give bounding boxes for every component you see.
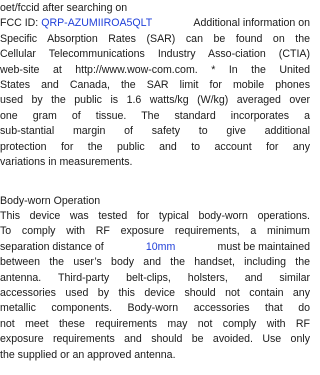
fcc-id-line — [0, 16, 310, 32]
fcc-id-label: FCC ID: — [0, 17, 42, 30]
text-line: used by the public is 1.6 watts/kg (W/kg) averaged over — [0, 94, 310, 107]
fcc-id-value: QRP-AZUMIIROA5QLT — [41, 17, 153, 30]
text-line: one gram of tissue. The standard incorporates a — [0, 109, 310, 122]
text-line: exposure requirements and should be avoided. Use only — [0, 333, 310, 346]
fcc-line-rest: Additional information on — [193, 17, 310, 30]
separation-line — [0, 240, 310, 256]
separation-pre: separation distance of — [0, 240, 104, 253]
text-line: protection for the public and to account for any — [0, 140, 310, 153]
text-line: variations in measurements. — [0, 156, 133, 168]
text-line: the supplied or an approved antenna. — [0, 348, 176, 361]
text-line: accessories used by this device should not contain any — [0, 286, 310, 299]
section-heading: Body-worn Operation — [0, 194, 101, 207]
separation-post: must be maintained — [217, 240, 310, 253]
text-line: Cellular Telecommunications Industry Asso-ciation (CTIA) — [0, 48, 310, 61]
text-line: Specific Absorption Rates (SAR) can be found on the — [0, 32, 310, 45]
fcc-id-text — [0, 16, 152, 32]
text-line: States and Canada, the SAR limit for mobile phones — [0, 79, 310, 91]
separation-distance: 10mm — [145, 240, 176, 253]
text-line: between the user’s body and the handset, including the — [0, 256, 310, 269]
text-line: metallic components. Body-worn accessories that do — [0, 302, 310, 315]
text-line: To comply with RF exposure requirements, a minimum — [0, 225, 310, 238]
text-line: antenna. Third-party belt-clips, holsters, and similar — [0, 271, 310, 284]
text-line: oet/fccid after searching on — [0, 2, 128, 14]
text-line: This device was tested for typical body-worn operations. — [0, 209, 310, 222]
text-line: not meet these requirements may not comply with RF — [0, 317, 310, 330]
text-line: web-site at http://www.wow-com.com. * In the United — [0, 63, 310, 76]
text-line: sub-stantial margin of safety to give additional — [0, 125, 310, 138]
